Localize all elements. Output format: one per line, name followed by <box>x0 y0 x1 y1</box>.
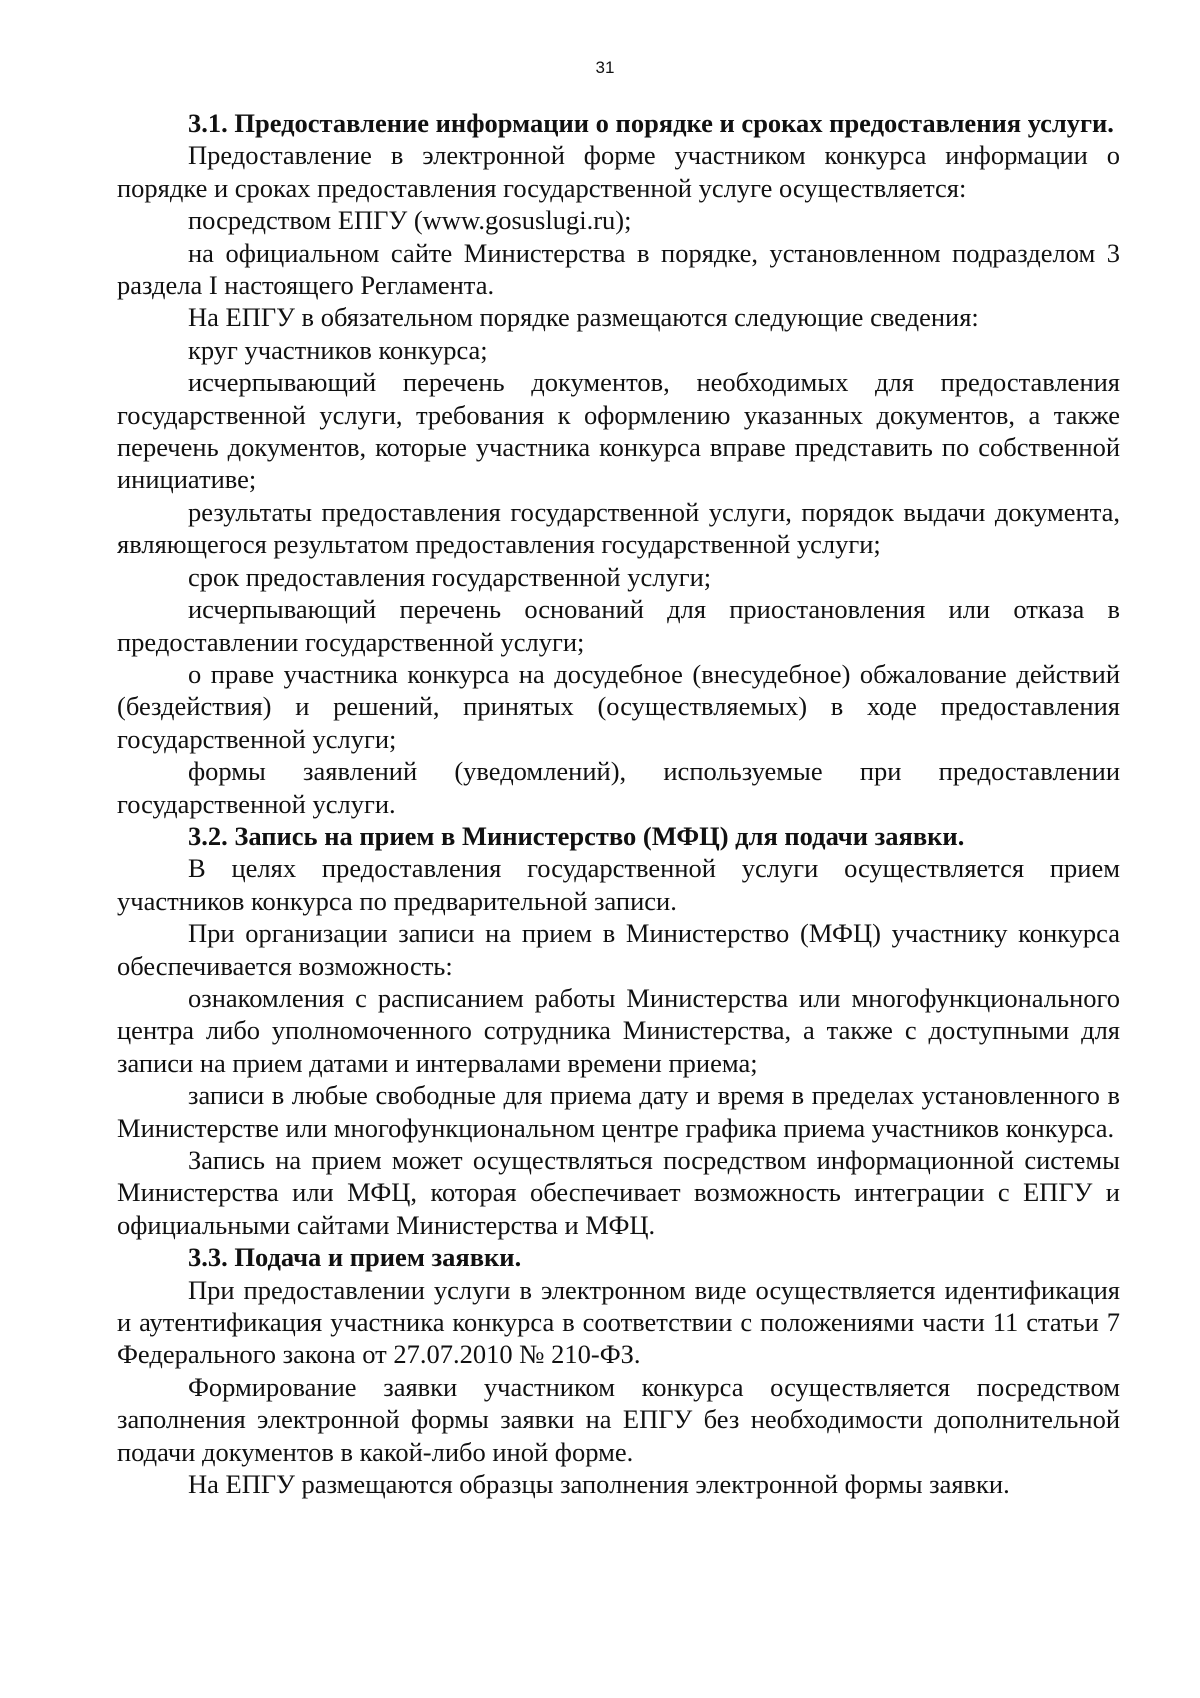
paragraph: записи в любые свободные для приема дату и время в пределах установленного в Министерстве или многофункциональном центре графика приема участников конкурса. <box>117 1080 1120 1143</box>
paragraph: Формирование заявки участником конкурса осуществляется посредством заполнения электронной формы заявки на ЕПГУ без необходимости дополнительной подачи документов в какой-либо иной форме. <box>117 1371 1120 1467</box>
paragraph: При организации записи на прием в Министерство (МФЦ) участнику конкурса обеспечивается возможность: <box>117 918 1120 981</box>
paragraph: На ЕПГУ в обязательном порядке размещаются следующие сведения: <box>188 302 979 333</box>
paragraph: о праве участника конкурса на досудебное (внесудебное) обжалование действий (бездействия) и решений, принятых (осуществляемых) в ходе предоставления государственной услуги; <box>117 658 1120 754</box>
page-number: 31 <box>595 58 615 77</box>
paragraph: на официальном сайте Министерства в порядке, установленном подразделом 3 раздела I настоящего Регламента. <box>117 237 1120 301</box>
section-heading: 3.1. Предоставление информации о порядке и сроках предоставления услуги. <box>188 108 1114 138</box>
paragraph: формы заявлений (уведомлений), используемые при предоставлении государственной услуги. <box>117 756 1120 819</box>
paragraph: срок предоставления государственной услуги; <box>188 561 712 592</box>
paragraph: Запись на прием может осуществляться посредством информационной системы Министерства или МФЦ, которая обеспечивает возможность интеграции с ЕПГУ и официальными сайтами Министерства и МФЦ. <box>117 1145 1120 1240</box>
paragraph: В целях предоставления государственной услуги осуществляется прием участников конкурса по предварительной записи. <box>117 853 1120 916</box>
paragraph: исчерпывающий перечень оснований для приостановления или отказа в предоставлении государственной услуги; <box>117 594 1120 657</box>
paragraph: посредством ЕПГУ (www.gosuslugi.ru); <box>188 205 632 236</box>
section-heading: 3.2. Запись на прием в Министерство (МФЦ) для подачи заявки. <box>188 820 965 851</box>
paragraph: На ЕПГУ размещаются образцы заполнения электронной формы заявки. <box>188 1469 1010 1500</box>
paragraph: круг участников конкурса; <box>188 334 488 365</box>
paragraph: исчерпывающий перечень документов, необходимых для предоставления государственной услуги, требования к оформлению указанных документов, а также перечень документов, которые участника конкурса вправе представить по собственной инициативе; <box>117 367 1120 495</box>
paragraph: ознакомления с расписанием работы Министерства или многофункционального центра либо уполномоченного сотрудника Министерства, а также с доступными для записи на прием датами и интервалами времени приема; <box>117 982 1120 1078</box>
section-heading: 3.3. Подача и прием заявки. <box>188 1242 522 1273</box>
paragraph: результаты предоставления государственной услуги, порядок выдачи документа, являющегося результатом предоставления государственной услуги; <box>117 496 1120 560</box>
document-body <box>117 107 1120 1500</box>
paragraph: При предоставлении услуги в электронном виде осуществляется идентификация и аутентификация участника конкурса в соответствии с положениями части 11 статьи 7 Федерального закона от 27.07.2010 № 210-ФЗ. <box>117 1274 1120 1370</box>
paragraph: Предоставление в электронной форме участником конкурса информации о порядке и сроках предоставления государственной услуге осуществляется: <box>117 140 1120 203</box>
